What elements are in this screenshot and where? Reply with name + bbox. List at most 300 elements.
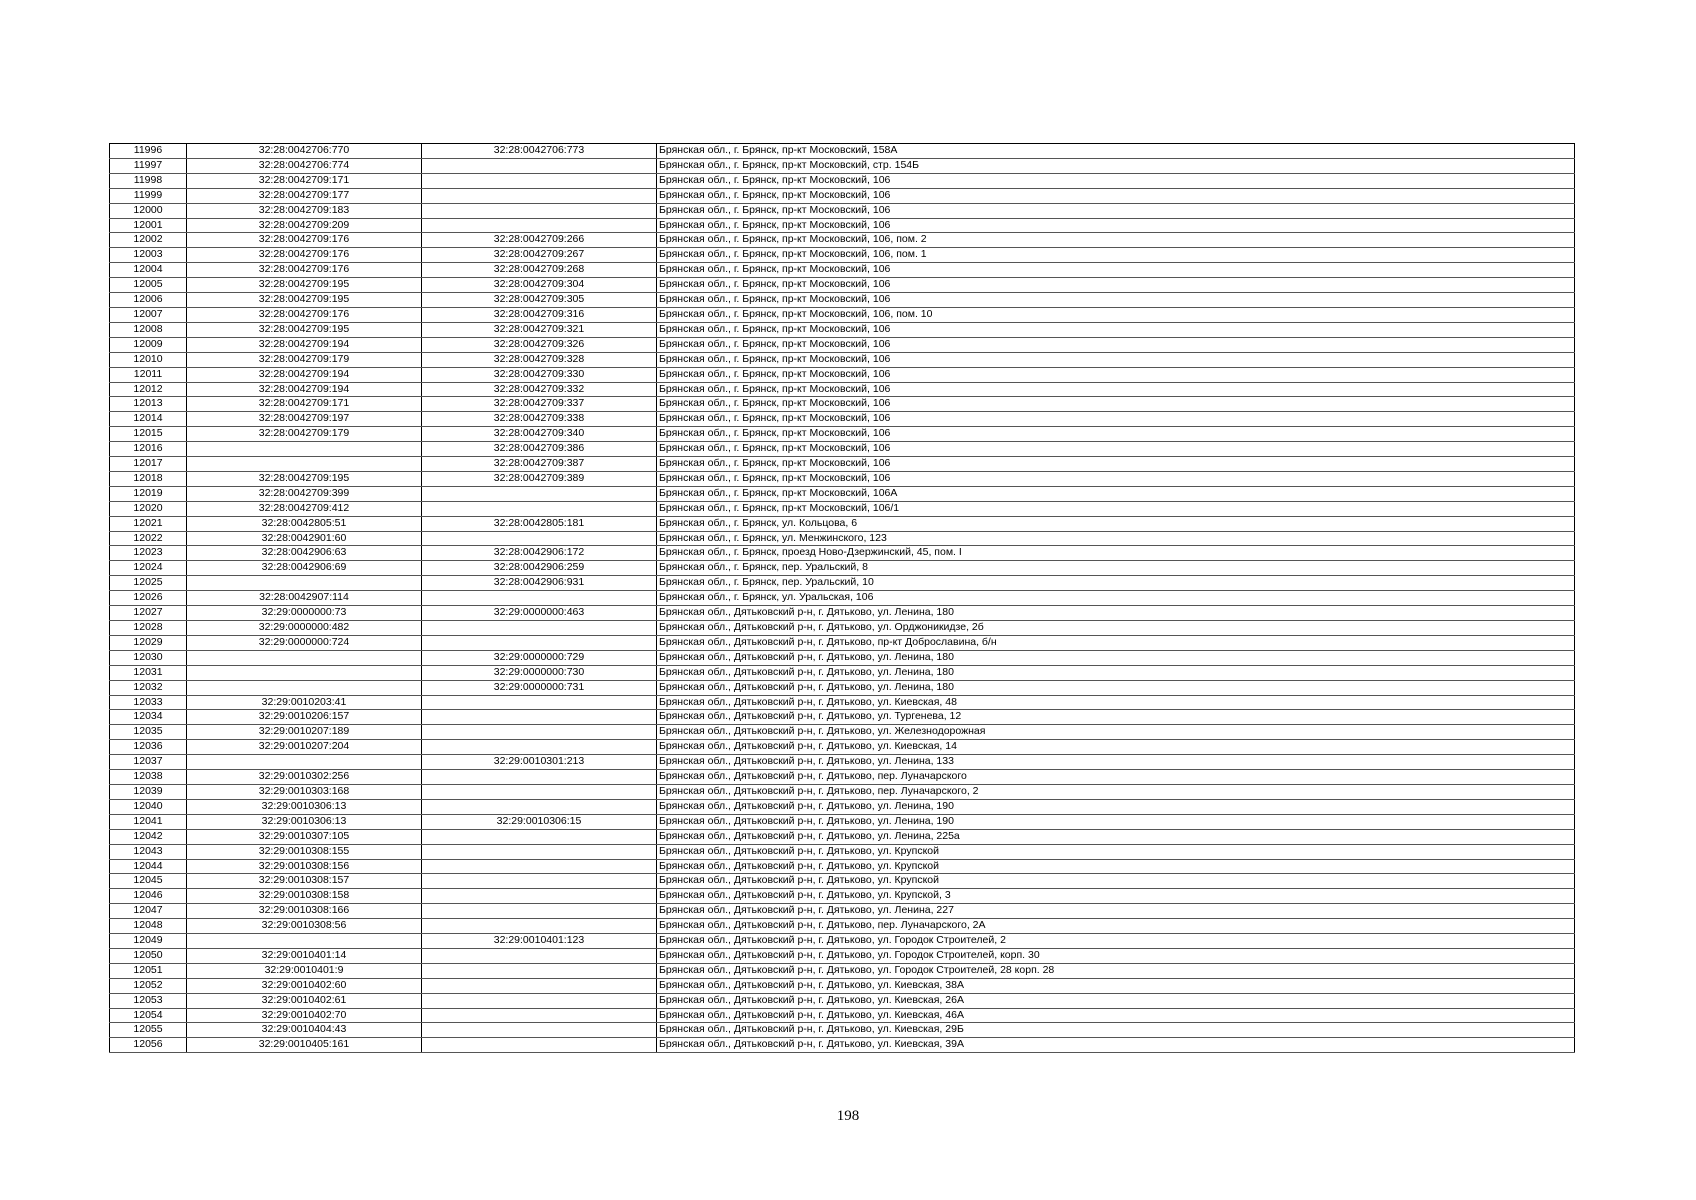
table-row [110, 919, 1575, 934]
cadastral-number-cell: 32:28:0042706:770 [187, 144, 422, 159]
related-cadastral-number-cell: 32:28:0042709:389 [422, 471, 657, 486]
cadastral-number-cell: 32:29:0010405:161 [187, 1038, 422, 1053]
related-cadastral-number-cell: 32:28:0042709:338 [422, 412, 657, 427]
row-number-cell: 12025 [110, 576, 187, 591]
table-row [110, 859, 1575, 874]
address-cell: Брянская обл., г. Брянск, пр-кт Московский, 106, пом. 1 [657, 248, 1575, 263]
row-number-cell: 12008 [110, 322, 187, 337]
row-number-cell: 12026 [110, 591, 187, 606]
address-cell: Брянская обл., Дятьковский р-н, г. Дятьково, ул. Ленина, 227 [657, 904, 1575, 919]
address-cell: Брянская обл., Дятьковский р-н, г. Дятьково, ул. Орджоникидзе, 2б [657, 621, 1575, 636]
cadastral-number-cell: 32:29:0010401:14 [187, 948, 422, 963]
row-number-cell: 12032 [110, 680, 187, 695]
related-cadastral-number-cell: 32:28:0042709:266 [422, 233, 657, 248]
related-cadastral-number-cell: 32:29:0010306:15 [422, 814, 657, 829]
address-cell: Брянская обл., Дятьковский р-н, г. Дятьково, пер. Луначарского [657, 770, 1575, 785]
row-number-cell: 12012 [110, 382, 187, 397]
table-row [110, 695, 1575, 710]
address-cell: Брянская обл., г. Брянск, пр-кт Московский, 106 [657, 442, 1575, 457]
table-row [110, 367, 1575, 382]
address-cell: Брянская обл., Дятьковский р-н, г. Дятьково, ул. Ленина, 190 [657, 799, 1575, 814]
table-row [110, 904, 1575, 919]
cadastral-number-cell: 32:29:0010306:13 [187, 814, 422, 829]
address-cell: Брянская обл., Дятьковский р-н, г. Дятьково, ул. Железнодорожная [657, 725, 1575, 740]
address-cell: Брянская обл., г. Брянск, пр-кт Московский, 106 [657, 278, 1575, 293]
related-cadastral-number-cell: 32:28:0042709:267 [422, 248, 657, 263]
cadastral-number-cell: 32:28:0042907:114 [187, 591, 422, 606]
table-row [110, 442, 1575, 457]
table-row [110, 948, 1575, 963]
address-cell: Брянская обл., г. Брянск, пр-кт Московский, 106, пом. 10 [657, 307, 1575, 322]
cadastral-number-cell: 32:28:0042709:195 [187, 278, 422, 293]
row-number-cell: 12037 [110, 755, 187, 770]
row-number-cell: 12045 [110, 874, 187, 889]
table-row [110, 486, 1575, 501]
row-number-cell: 12055 [110, 1023, 187, 1038]
related-cadastral-number-cell [422, 1038, 657, 1053]
address-cell: Брянская обл., г. Брянск, пр-кт Московский, 106 [657, 382, 1575, 397]
address-cell: Брянская обл., г. Брянск, пр-кт Московский, 106, пом. 2 [657, 233, 1575, 248]
cadastral-number-cell [187, 457, 422, 472]
table-row [110, 829, 1575, 844]
address-cell: Брянская обл., г. Брянск, пр-кт Московский, 106 [657, 188, 1575, 203]
table-row [110, 501, 1575, 516]
cadastral-number-cell: 32:29:0010307:105 [187, 829, 422, 844]
cadastral-number-cell: 32:29:0010207:189 [187, 725, 422, 740]
row-number-cell: 12030 [110, 650, 187, 665]
address-cell: Брянская обл., Дятьковский р-н, г. Дятьково, ул. Крупской [657, 874, 1575, 889]
cadastral-number-cell: 32:29:0000000:73 [187, 606, 422, 621]
row-number-cell: 11998 [110, 173, 187, 188]
related-cadastral-number-cell [422, 919, 657, 934]
cadastral-number-cell: 32:28:0042709:195 [187, 471, 422, 486]
cadastral-number-cell [187, 650, 422, 665]
row-number-cell: 12046 [110, 889, 187, 904]
address-cell: Брянская обл., Дятьковский р-н, г. Дятьково, ул. Киевская, 14 [657, 740, 1575, 755]
related-cadastral-number-cell [422, 844, 657, 859]
related-cadastral-number-cell: 32:28:0042709:337 [422, 397, 657, 412]
cadastral-number-cell: 32:29:0010308:56 [187, 919, 422, 934]
table-row [110, 144, 1575, 159]
table-row [110, 158, 1575, 173]
cadastral-number-cell: 32:28:0042805:51 [187, 516, 422, 531]
address-cell: Брянская обл., г. Брянск, пер. Уральский, 10 [657, 576, 1575, 591]
table-row [110, 427, 1575, 442]
table-row [110, 934, 1575, 949]
table-row [110, 218, 1575, 233]
related-cadastral-number-cell: 32:28:0042709:268 [422, 263, 657, 278]
related-cadastral-number-cell [422, 203, 657, 218]
cadastral-number-cell: 32:29:0010308:156 [187, 859, 422, 874]
related-cadastral-number-cell: 32:29:0000000:731 [422, 680, 657, 695]
table-row [110, 725, 1575, 740]
related-cadastral-number-cell [422, 531, 657, 546]
row-number-cell: 12047 [110, 904, 187, 919]
row-number-cell: 12009 [110, 337, 187, 352]
address-cell: Брянская обл., Дятьковский р-н, г. Дятьково, ул. Ленина, 180 [657, 650, 1575, 665]
cadastral-number-cell: 32:28:0042709:412 [187, 501, 422, 516]
cadastral-number-cell: 32:28:0042901:60 [187, 531, 422, 546]
row-number-cell: 12021 [110, 516, 187, 531]
related-cadastral-number-cell [422, 874, 657, 889]
address-cell: Брянская обл., г. Брянск, ул. Кольцова, 6 [657, 516, 1575, 531]
related-cadastral-number-cell: 32:28:0042906:172 [422, 546, 657, 561]
row-number-cell: 12041 [110, 814, 187, 829]
related-cadastral-number-cell: 32:28:0042709:387 [422, 457, 657, 472]
table-body [110, 144, 1575, 1053]
table-row [110, 546, 1575, 561]
related-cadastral-number-cell [422, 158, 657, 173]
cadastral-number-cell: 32:28:0042709:195 [187, 322, 422, 337]
table-row [110, 233, 1575, 248]
row-number-cell: 12019 [110, 486, 187, 501]
row-number-cell: 12024 [110, 561, 187, 576]
address-cell: Брянская обл., Дятьковский р-н, г. Дятьково, ул. Ленина, 133 [657, 755, 1575, 770]
address-cell: Брянская обл., Дятьковский р-н, г. Дятьково, ул. Киевская, 26А [657, 993, 1575, 1008]
row-number-cell: 12001 [110, 218, 187, 233]
related-cadastral-number-cell: 32:28:0042709:305 [422, 293, 657, 308]
related-cadastral-number-cell: 32:28:0042709:332 [422, 382, 657, 397]
address-cell: Брянская обл., Дятьковский р-н, г. Дятьково, ул. Ленина, 180 [657, 606, 1575, 621]
cadastral-number-cell: 32:28:0042906:69 [187, 561, 422, 576]
row-number-cell: 12043 [110, 844, 187, 859]
row-number-cell: 12049 [110, 934, 187, 949]
address-cell: Брянская обл., Дятьковский р-н, г. Дятьково, ул. Городок Строителей, корп. 30 [657, 948, 1575, 963]
address-cell: Брянская обл., г. Брянск, пр-кт Московский, 106 [657, 263, 1575, 278]
cadastral-number-cell [187, 934, 422, 949]
related-cadastral-number-cell [422, 948, 657, 963]
row-number-cell: 12017 [110, 457, 187, 472]
address-cell: Брянская обл., Дятьковский р-н, г. Дятьково, пер. Луначарского, 2А [657, 919, 1575, 934]
table-row [110, 188, 1575, 203]
address-cell: Брянская обл., Дятьковский р-н, г. Дятьково, ул. Тургенева, 12 [657, 710, 1575, 725]
cadastral-number-cell: 32:28:0042709:195 [187, 293, 422, 308]
related-cadastral-number-cell [422, 725, 657, 740]
cadastral-number-cell: 32:28:0042709:183 [187, 203, 422, 218]
address-cell: Брянская обл., Дятьковский р-н, г. Дятьково, ул. Ленина, 190 [657, 814, 1575, 829]
table-row [110, 203, 1575, 218]
cadastral-number-cell: 32:29:0010302:256 [187, 770, 422, 785]
table-row [110, 337, 1575, 352]
row-number-cell: 12004 [110, 263, 187, 278]
related-cadastral-number-cell: 32:28:0042709:316 [422, 307, 657, 322]
cadastral-number-cell: 32:29:0010203:41 [187, 695, 422, 710]
cadastral-number-cell: 32:29:0010206:157 [187, 710, 422, 725]
cadastral-number-cell: 32:29:0010404:43 [187, 1023, 422, 1038]
row-number-cell: 11997 [110, 158, 187, 173]
address-cell: Брянская обл., Дятьковский р-н, г. Дятьково, ул. Киевская, 39А [657, 1038, 1575, 1053]
cadastral-number-cell: 32:28:0042709:197 [187, 412, 422, 427]
row-number-cell: 12031 [110, 665, 187, 680]
address-cell: Брянская обл., г. Брянск, пр-кт Московский, 106 [657, 457, 1575, 472]
row-number-cell: 12036 [110, 740, 187, 755]
cadastral-number-cell: 32:29:0010306:13 [187, 799, 422, 814]
table-row [110, 963, 1575, 978]
cadastral-number-cell: 32:28:0042709:171 [187, 173, 422, 188]
row-number-cell: 12054 [110, 1008, 187, 1023]
row-number-cell: 12011 [110, 367, 187, 382]
address-cell: Брянская обл., г. Брянск, пр-кт Московский, 106 [657, 203, 1575, 218]
address-cell: Брянская обл., Дятьковский р-н, г. Дятьково, ул. Киевская, 48 [657, 695, 1575, 710]
related-cadastral-number-cell: 32:28:0042706:773 [422, 144, 657, 159]
related-cadastral-number-cell [422, 710, 657, 725]
cadastral-number-cell: 32:29:0000000:724 [187, 635, 422, 650]
related-cadastral-number-cell: 32:28:0042709:386 [422, 442, 657, 457]
address-cell: Брянская обл., г. Брянск, пр-кт Московский, стр. 154Б [657, 158, 1575, 173]
table-row [110, 397, 1575, 412]
related-cadastral-number-cell [422, 889, 657, 904]
cadastral-number-cell: 32:29:0010308:166 [187, 904, 422, 919]
row-number-cell: 12051 [110, 963, 187, 978]
address-cell: Брянская обл., Дятьковский р-н, г. Дятьково, ул. Городок Строителей, 2 [657, 934, 1575, 949]
related-cadastral-number-cell: 32:28:0042709:326 [422, 337, 657, 352]
row-number-cell: 12038 [110, 770, 187, 785]
table-row [110, 1038, 1575, 1053]
row-number-cell: 12016 [110, 442, 187, 457]
related-cadastral-number-cell: 32:28:0042709:321 [422, 322, 657, 337]
table-row [110, 307, 1575, 322]
related-cadastral-number-cell [422, 799, 657, 814]
cadastral-number-cell: 32:28:0042709:177 [187, 188, 422, 203]
related-cadastral-number-cell [422, 829, 657, 844]
address-cell: Брянская обл., г. Брянск, пр-кт Московский, 158А [657, 144, 1575, 159]
address-cell: Брянская обл., г. Брянск, пр-кт Московский, 106 [657, 367, 1575, 382]
table-row [110, 382, 1575, 397]
table-row [110, 322, 1575, 337]
cadastral-number-cell: 32:29:0010308:157 [187, 874, 422, 889]
cadastral-number-cell: 32:28:0042709:176 [187, 233, 422, 248]
table-row [110, 770, 1575, 785]
table-row [110, 248, 1575, 263]
cadastral-number-cell: 32:28:0042709:194 [187, 382, 422, 397]
row-number-cell: 12014 [110, 412, 187, 427]
address-cell: Брянская обл., Дятьковский р-н, г. Дятьково, ул. Киевская, 29Б [657, 1023, 1575, 1038]
table-row [110, 561, 1575, 576]
related-cadastral-number-cell [422, 486, 657, 501]
row-number-cell: 12003 [110, 248, 187, 263]
table-row [110, 755, 1575, 770]
table-row [110, 740, 1575, 755]
address-cell: Брянская обл., Дятьковский р-н, г. Дятьково, ул. Ленина, 180 [657, 665, 1575, 680]
address-cell: Брянская обл., Дятьковский р-н, г. Дятьково, пр-кт Доброславина, б/н [657, 635, 1575, 650]
cadastral-table [109, 143, 1575, 1053]
row-number-cell: 12010 [110, 352, 187, 367]
row-number-cell: 12042 [110, 829, 187, 844]
cadastral-number-cell: 32:29:0010308:158 [187, 889, 422, 904]
row-number-cell: 12015 [110, 427, 187, 442]
table-row [110, 591, 1575, 606]
address-cell: Брянская обл., Дятьковский р-н, г. Дятьково, ул. Ленина, 225а [657, 829, 1575, 844]
table-row [110, 278, 1575, 293]
cadastral-number-cell: 32:28:0042709:176 [187, 263, 422, 278]
row-number-cell: 12044 [110, 859, 187, 874]
cadastral-number-cell: 32:28:0042706:774 [187, 158, 422, 173]
row-number-cell: 11999 [110, 188, 187, 203]
address-cell: Брянская обл., г. Брянск, пр-кт Московский, 106 [657, 337, 1575, 352]
table-row [110, 471, 1575, 486]
related-cadastral-number-cell [422, 695, 657, 710]
address-cell: Брянская обл., Дятьковский р-н, г. Дятьково, ул. Городок Строителей, 28 корп. 28 [657, 963, 1575, 978]
address-cell: Брянская обл., г. Брянск, пр-кт Московский, 106 [657, 322, 1575, 337]
related-cadastral-number-cell: 32:28:0042709:330 [422, 367, 657, 382]
address-cell: Брянская обл., г. Брянск, пр-кт Московский, 106 [657, 471, 1575, 486]
cadastral-number-cell: 32:29:0000000:482 [187, 621, 422, 636]
address-cell: Брянская обл., Дятьковский р-н, г. Дятьково, пер. Луначарского, 2 [657, 784, 1575, 799]
address-cell: Брянская обл., Дятьковский р-н, г. Дятьково, ул. Киевская, 38А [657, 978, 1575, 993]
row-number-cell: 12052 [110, 978, 187, 993]
related-cadastral-number-cell [422, 859, 657, 874]
cadastral-number-cell [187, 442, 422, 457]
related-cadastral-number-cell [422, 591, 657, 606]
row-number-cell: 12022 [110, 531, 187, 546]
table-row [110, 710, 1575, 725]
related-cadastral-number-cell [422, 188, 657, 203]
table-row [110, 784, 1575, 799]
row-number-cell: 12018 [110, 471, 187, 486]
address-cell: Брянская обл., г. Брянск, пр-кт Московский, 106 [657, 397, 1575, 412]
table-row [110, 412, 1575, 427]
cadastral-number-cell: 32:29:0010207:204 [187, 740, 422, 755]
cadastral-number-cell: 32:29:0010308:155 [187, 844, 422, 859]
table-row [110, 978, 1575, 993]
related-cadastral-number-cell [422, 904, 657, 919]
related-cadastral-number-cell [422, 1008, 657, 1023]
related-cadastral-number-cell [422, 173, 657, 188]
address-cell: Брянская обл., г. Брянск, пр-кт Московский, 106 [657, 218, 1575, 233]
row-number-cell: 12029 [110, 635, 187, 650]
table-row [110, 173, 1575, 188]
related-cadastral-number-cell: 32:28:0042709:304 [422, 278, 657, 293]
address-cell: Брянская обл., Дятьковский р-н, г. Дятьково, ул. Киевская, 46А [657, 1008, 1575, 1023]
row-number-cell: 12034 [110, 710, 187, 725]
related-cadastral-number-cell: 32:28:0042906:259 [422, 561, 657, 576]
address-cell: Брянская обл., г. Брянск, проезд Ново-Дзержинский, 45, пом. I [657, 546, 1575, 561]
cadastral-number-cell: 32:29:0010402:61 [187, 993, 422, 1008]
row-number-cell: 12002 [110, 233, 187, 248]
address-cell: Брянская обл., г. Брянск, пер. Уральский, 8 [657, 561, 1575, 576]
cadastral-number-cell: 32:28:0042906:63 [187, 546, 422, 561]
table-row [110, 1008, 1575, 1023]
address-cell: Брянская обл., г. Брянск, пр-кт Московский, 106 [657, 412, 1575, 427]
related-cadastral-number-cell: 32:29:0010301:213 [422, 755, 657, 770]
table-row [110, 635, 1575, 650]
row-number-cell: 12028 [110, 621, 187, 636]
row-number-cell: 12033 [110, 695, 187, 710]
cadastral-number-cell: 32:28:0042709:209 [187, 218, 422, 233]
related-cadastral-number-cell: 32:28:0042709:328 [422, 352, 657, 367]
cadastral-number-cell: 32:28:0042709:171 [187, 397, 422, 412]
address-cell: Брянская обл., г. Брянск, пр-кт Московский, 106/1 [657, 501, 1575, 516]
related-cadastral-number-cell [422, 621, 657, 636]
row-number-cell: 12000 [110, 203, 187, 218]
table-row [110, 993, 1575, 1008]
related-cadastral-number-cell [422, 635, 657, 650]
cadastral-number-cell: 32:29:0010402:70 [187, 1008, 422, 1023]
table-row [110, 606, 1575, 621]
row-number-cell: 12039 [110, 784, 187, 799]
table-row [110, 799, 1575, 814]
table-row [110, 516, 1575, 531]
row-number-cell: 12006 [110, 293, 187, 308]
row-number-cell: 12050 [110, 948, 187, 963]
related-cadastral-number-cell [422, 218, 657, 233]
row-number-cell: 12007 [110, 307, 187, 322]
table-row [110, 665, 1575, 680]
address-cell: Брянская обл., Дятьковский р-н, г. Дятьково, ул. Ленина, 180 [657, 680, 1575, 695]
address-cell: Брянская обл., г. Брянск, пр-кт Московский, 106 [657, 293, 1575, 308]
cadastral-number-cell: 32:29:0010401:9 [187, 963, 422, 978]
related-cadastral-number-cell: 32:28:0042709:340 [422, 427, 657, 442]
cadastral-number-cell [187, 576, 422, 591]
table-row [110, 889, 1575, 904]
row-number-cell: 12040 [110, 799, 187, 814]
related-cadastral-number-cell [422, 1023, 657, 1038]
address-cell: Брянская обл., г. Брянск, ул. Менжинского, 123 [657, 531, 1575, 546]
cadastral-number-cell [187, 680, 422, 695]
cadastral-number-cell [187, 665, 422, 680]
row-number-cell: 11996 [110, 144, 187, 159]
related-cadastral-number-cell: 32:28:0042805:181 [422, 516, 657, 531]
related-cadastral-number-cell: 32:29:0000000:730 [422, 665, 657, 680]
related-cadastral-number-cell: 32:28:0042906:931 [422, 576, 657, 591]
table-row [110, 576, 1575, 591]
related-cadastral-number-cell [422, 993, 657, 1008]
row-number-cell: 12056 [110, 1038, 187, 1053]
cadastral-number-cell: 32:28:0042709:176 [187, 307, 422, 322]
row-number-cell: 12048 [110, 919, 187, 934]
address-cell: Брянская обл., г. Брянск, пр-кт Московский, 106 [657, 352, 1575, 367]
address-cell: Брянская обл., Дятьковский р-н, г. Дятьково, ул. Крупской [657, 859, 1575, 874]
related-cadastral-number-cell [422, 978, 657, 993]
related-cadastral-number-cell: 32:29:0000000:463 [422, 606, 657, 621]
cadastral-number-cell: 32:29:0010303:168 [187, 784, 422, 799]
address-cell: Брянская обл., г. Брянск, ул. Уральская, 106 [657, 591, 1575, 606]
page-number: 198 [836, 1108, 860, 1124]
table-row [110, 263, 1575, 278]
cadastral-number-cell: 32:28:0042709:399 [187, 486, 422, 501]
table-row [110, 650, 1575, 665]
table-row [110, 531, 1575, 546]
row-number-cell: 12013 [110, 397, 187, 412]
related-cadastral-number-cell: 32:29:0010401:123 [422, 934, 657, 949]
table-row [110, 844, 1575, 859]
cadastral-number-cell: 32:28:0042709:194 [187, 337, 422, 352]
related-cadastral-number-cell [422, 501, 657, 516]
related-cadastral-number-cell [422, 770, 657, 785]
address-cell: Брянская обл., г. Брянск, пр-кт Московский, 106 [657, 427, 1575, 442]
table-row [110, 621, 1575, 636]
table-row [110, 680, 1575, 695]
address-cell: Брянская обл., Дятьковский р-н, г. Дятьково, ул. Крупской, 3 [657, 889, 1575, 904]
related-cadastral-number-cell [422, 784, 657, 799]
cadastral-number-cell: 32:29:0010402:60 [187, 978, 422, 993]
cadastral-number-cell: 32:28:0042709:176 [187, 248, 422, 263]
row-number-cell: 12035 [110, 725, 187, 740]
row-number-cell: 12023 [110, 546, 187, 561]
cadastral-number-cell: 32:28:0042709:179 [187, 427, 422, 442]
related-cadastral-number-cell [422, 740, 657, 755]
row-number-cell: 12005 [110, 278, 187, 293]
row-number-cell: 12020 [110, 501, 187, 516]
cadastral-number-cell: 32:28:0042709:194 [187, 367, 422, 382]
cadastral-number-cell: 32:28:0042709:179 [187, 352, 422, 367]
table-row [110, 874, 1575, 889]
row-number-cell: 12027 [110, 606, 187, 621]
address-cell: Брянская обл., Дятьковский р-н, г. Дятьково, ул. Крупской [657, 844, 1575, 859]
cadastral-number-cell [187, 755, 422, 770]
table-row [110, 457, 1575, 472]
table-row [110, 352, 1575, 367]
